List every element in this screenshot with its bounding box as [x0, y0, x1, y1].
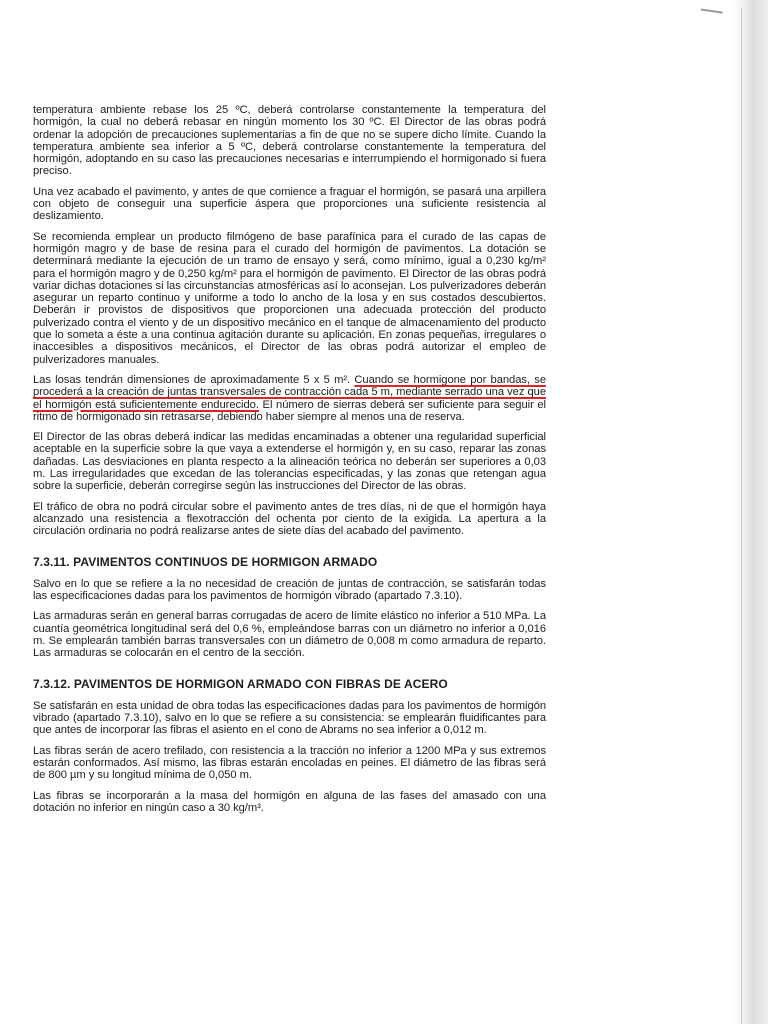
- section-heading-7-3-11: 7.3.11. PAVIMENTOS CONTINUOS DE HORMIGON ARMADO: [33, 554, 378, 569]
- paragraph-fibras: Las fibras serán de acero trefilado, con resistencia a la tracción no inferior a 1200 MPa y sus extremos estarán conformados. Así mismo, las fibras estarán encoladas en peines. El diámetro de las fibras será de 800 µm y su longitud mínima de 0,050 m.: [33, 744, 546, 782]
- page-edge-shadow: [730, 0, 768, 1024]
- paragraph-consistencia: Se satisfarán en esta unidad de obra todas las especificaciones dadas para los pavimentos de hormigón vibrado (apartado 7.3.10), salvo en lo que se refiere a su consistencia: se emplearán fluidificantes para que antes de incorporar las fibras el asiento en el cono de Abrams no sea inferior a 0,012 m.: [33, 699, 547, 737]
- paragraph-curado: Se recomienda emplear un producto filmógeno de base parafínica para el curado de las capas de hormigón magro y de base de resina para el curado del hormigón de pavimentos. La dotación se determinará mediante la ejecución de un tramo de ensayo y será, como mínimo, igual a 0,230 kg/m² para el hormigón magro y de 0,250 kg/m² para el hormigón de pavimento. El Director de las obras podrá variar dichas dotaciones si las circunstancias atmosféricas así lo aconsejan. Los pulverizadores deberán asegurar un reparto continuo y uniforme a todo lo ancho de la losa y en sus costados descubiertos. Deberán ir provistos de dispositivos que proporcionen una adecuada protección del producto pulverizado contra el viento y de un dispositivo mecánico en el tanque de almacenamiento del producto que lo someta a éste a una continua agitación durante su aplicación. En zonas pequeñas, irregulares o inaccesibles a dispositivos mecánicos, el Director de las obras podrá autorizar el empleo de pulverizadores manuales.: [33, 230, 546, 366]
- document-body: [33, 104, 546, 822]
- paragraph-trafico: El tráfico de obra no podrá circular sobre el pavimento antes de tres días, ni de que el hormigón haya alcanzado una resistencia a flexotracción del ochenta por ciento de la exigida. La apertura a la circulación ordinaria no podrá realizarse antes de siete días del acabado del pavimento.: [33, 500, 546, 538]
- highlighted-text: Cuando se hormigone por bandas, se procederá a la creación de juntas transversales de contracción cada 5 m, mediante serrado una vez que el hormigón está suficientemente endurecido.: [33, 373, 546, 411]
- paragraph-arpillera: Una vez acabado el pavimento, y antes de que comience a fraguar el hormigón, se pasará una arpillera con objeto de conseguir una superficie áspera que proporciones una suficiente resistencia al deslizamiento.: [33, 185, 546, 223]
- page-edge-line: [741, 8, 742, 1024]
- paragraph-armaduras: Las armaduras serán en general barras corrugadas de acero de límite elástico no inferior a 510 MPa. La cuantía geométrica longitudinal será del 0,6 %, empleándose barras con un diámetro no inferior a 0,016 m. Se emplearán también barras transversales con un diámetro de 0,008 m como armadura de reparto. Las armaduras se colocarán en el centro de la sección.: [33, 610, 546, 660]
- section-heading-7-3-12: 7.3.12. PAVIMENTOS DE HORMIGON ARMADO CON FIBRAS DE ACERO: [33, 676, 448, 691]
- paragraph-juntas: Salvo en lo que se refiere a la no necesidad de creación de juntas de contracción, se satisfarán todas las especificaciones dadas para los pavimentos de hormigón vibrado (apartado 7.3.10).: [33, 577, 546, 603]
- losas-text-before: Las losas tendrán dimensiones de aproximadamente 5 x 5 m².: [33, 373, 355, 386]
- paragraph-regularidad: El Director de las obras deberá indicar las medidas encaminadas a obtener una regularidad superficial aceptable en la superficie sobre la que vaya a extenderse el hormigón y, en su caso, reparar las zonas dañadas. Las desviaciones en planta respecto a la alineación teórica no deberán ser superiores a 0,03 m. Las irregularidades que excedan de las tolerancias especificadas, y las zonas que retengan agua sobre la superficie, deberán corregirse según las instrucciones del Director de las obras.: [33, 431, 546, 493]
- paragraph-dotacion: Las fibras se incorporarán a la masa del hormigón en alguna de las fases del amasado con una dotación no inferior en ningún caso a 30 kg/m³.: [33, 789, 546, 814]
- paragraph-losas: [33, 374, 546, 423]
- scan-corner-mark: [699, 9, 722, 24]
- paragraph-temperatura: temperatura ambiente rebase los 25 ºC, deberá controlarse constantemente la temperatura del hormigón, la cual no deberá rebasar en ningún momento los 30 ºC. El Director de las obras podrá ordenar la adopción de precauciones suplementarias a fin de que no se supere dicho límite. Cuando la temperatura ambiente sea inferior a 5 ºC, deberá controlarse constantemente la temperatura del hormigón, adoptando en su caso las precauciones necesarias e interrumpiendo el hormigonado si fuera preciso.: [33, 104, 546, 178]
- losas-text-after: El número de sierras deberá ser suficiente para seguir el ritmo de hormigonado sin retrasarse, debiendo haber siempre al menos una de reserva.: [33, 398, 546, 423]
